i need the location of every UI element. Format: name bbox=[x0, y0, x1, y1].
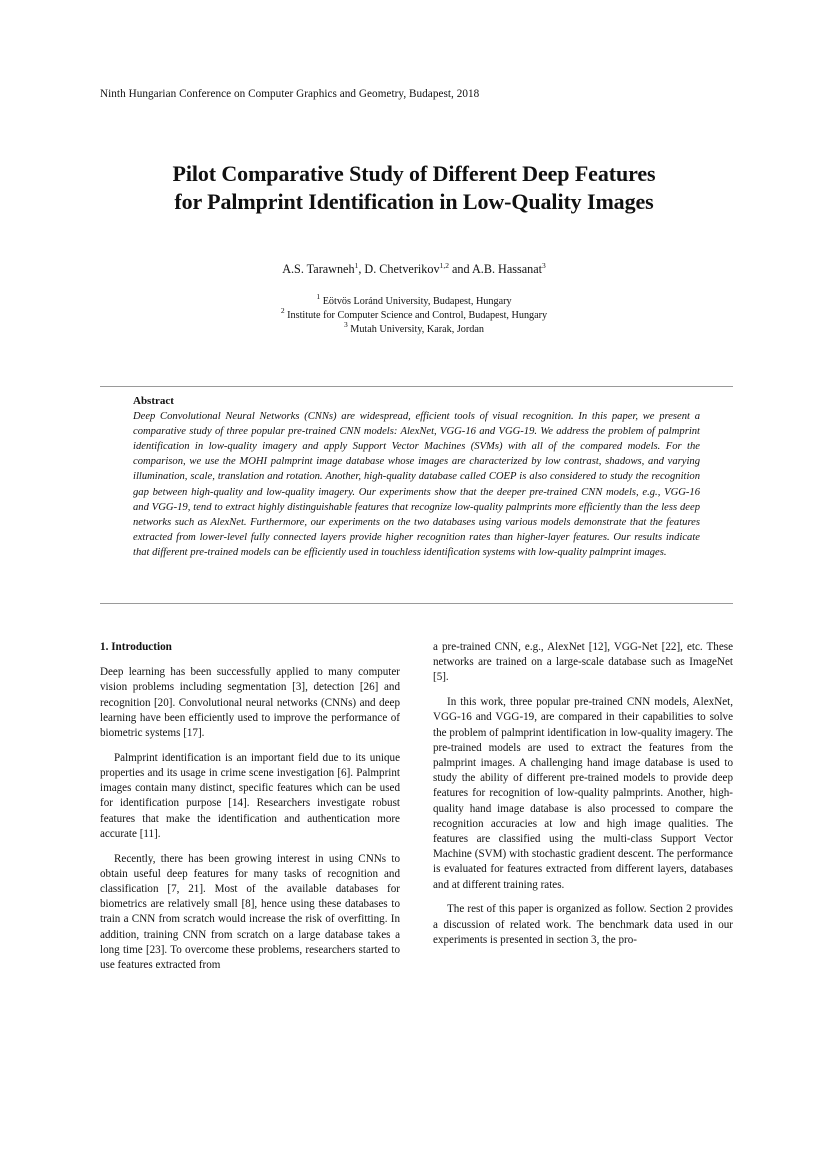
affiliation-line bbox=[0, 292, 828, 309]
author-list bbox=[0, 262, 828, 277]
author-affiliation-mark: 1 bbox=[354, 261, 359, 270]
author-affiliation-mark: 3 bbox=[542, 261, 546, 270]
paragraph: Recently, there has been growing interest in using CNNs to obtain useful deep features for many tasks of recognition and classification [7, 21]. Most of the available databases for biometrics are relatively small [8], hence using these databases to train a CNN from scratch would increase the risk of overfitting. In addition, training CNN from scratch on a large database takes a long time [23]. To overcome these problems, researchers started to use features extracted from bbox=[100, 852, 400, 972]
abstract-heading: Abstract bbox=[133, 395, 174, 407]
paragraph: The rest of this paper is organized as follow. Section 2 provides a discussion of related work. The benchmark data used in our experiments is presented in section 3, the pro- bbox=[433, 903, 733, 946]
affiliation-mark: 2 bbox=[280, 306, 285, 315]
author-affiliation-mark: 1,2 bbox=[439, 261, 449, 270]
paper-title bbox=[0, 160, 828, 216]
title-line-1: Pilot Comparative Study of Different Deep Features bbox=[172, 161, 656, 186]
title-line-2: for Palmprint Identification in Low-Quality Images bbox=[174, 189, 654, 214]
section-heading-introduction: 1. Introduction bbox=[100, 641, 172, 653]
author-separator: and bbox=[448, 262, 472, 276]
paragraph: a pre-trained CNN, e.g., AlexNet [12], VGG-Net [22], etc. These networks are trained on a large-scale database such as ImageNet [5]. bbox=[433, 641, 733, 684]
affiliation-text: Eötvös Loránd University, Budapest, Hungary bbox=[320, 296, 512, 307]
author-separator: , bbox=[358, 262, 365, 276]
right-column bbox=[433, 640, 733, 958]
affiliation-line bbox=[0, 320, 828, 337]
paragraph: In this work, three popular pre-trained CNN models, AlexNet, VGG-16 and VGG-19, are compared in their capabilities to solve the problem of palmprint identification in low-quality imagery. The pre-trained models are used to extract the features from the palmprint images. A challenging hand image database is used to study the ability of different pre-trained models to provide deep features for recognition of low-quality palmprints. Another, high-quality hand image database is also processed to compare the recognition accuracies at low and high image qualities. The features are classified using the multi-class Support Vector Machine (SVM) with stochastic gradient descent. The performance is evaluated for features extracted from different layers, databases and at different training rates. bbox=[433, 696, 733, 891]
abstract-block bbox=[133, 394, 700, 560]
paragraph: Deep learning has been successfully applied to many computer vision problems including segmentation [3], detection [26] and recognition [20]. Convolutional neural networks (CNNs) and deep learning have been efficiently used to improve the performance of biometric systems [17]. bbox=[100, 666, 400, 740]
affiliations bbox=[0, 292, 828, 337]
affiliation-text: Institute for Computer Science and Control, Budapest, Hungary bbox=[284, 310, 548, 321]
abstract-text: Deep Convolutional Neural Networks (CNNs) are widespread, efficient tools of visual recognition. In this paper, we present a comparative study of three popular pre-trained CNN models: AlexNet, VGG-16 and VGG-19. We address the problem of palmprint identification in low-quality imagery and apply Support Vector Machines (SVMs) with all of the compared models. For the comparison, we use the MOHI palmprint image database whose images are characterized by low contrast, shadows, and varying illumination, scale, translation and rotation. Another, high-quality database called COEP is also considered to study the recognition gap between high-quality and low-quality imagery. Our experiments show that the deeper pre-trained CNN models, e.g., VGG-16 and VGG-19, tend to extract highly distinguishable features that recognize low-quality palmprints more efficiently than the less deep networks such as AlexNet. Furthermore, our experiments on the two databases using various models demonstrate that the features extracted from lower-level fully connected layers provide higher recognition rates than higher-layer features. Our results indicate that different pre-trained models can be efficiently used in touchless identification systems with low-quality palmprint images. bbox=[133, 411, 700, 558]
left-column bbox=[100, 640, 400, 983]
paragraph: Palmprint identification is an important field due to its unique properties and its usage in crime scene investigation [6]. Palmprint images contain many distinct, specific features which can be used for identification purpose [14]. Researchers investigate robust features that make the identification and authentication more accurate [11]. bbox=[100, 751, 400, 840]
affiliation-mark: 1 bbox=[316, 292, 321, 301]
abstract-top-rule bbox=[100, 386, 733, 387]
author-name: A.S. Tarawneh bbox=[282, 262, 355, 276]
running-head: Ninth Hungarian Conference on Computer Graphics and Geometry, Budapest, 2018 bbox=[100, 88, 480, 100]
affiliation-line bbox=[0, 306, 828, 323]
abstract-bottom-rule bbox=[100, 603, 733, 604]
affiliation-text: Mutah University, Karak, Jordan bbox=[347, 324, 485, 335]
author-name: A.B. Hassanat bbox=[471, 262, 543, 276]
affiliation-mark: 3 bbox=[343, 320, 348, 329]
author-name: D. Chetverikov bbox=[364, 262, 440, 276]
